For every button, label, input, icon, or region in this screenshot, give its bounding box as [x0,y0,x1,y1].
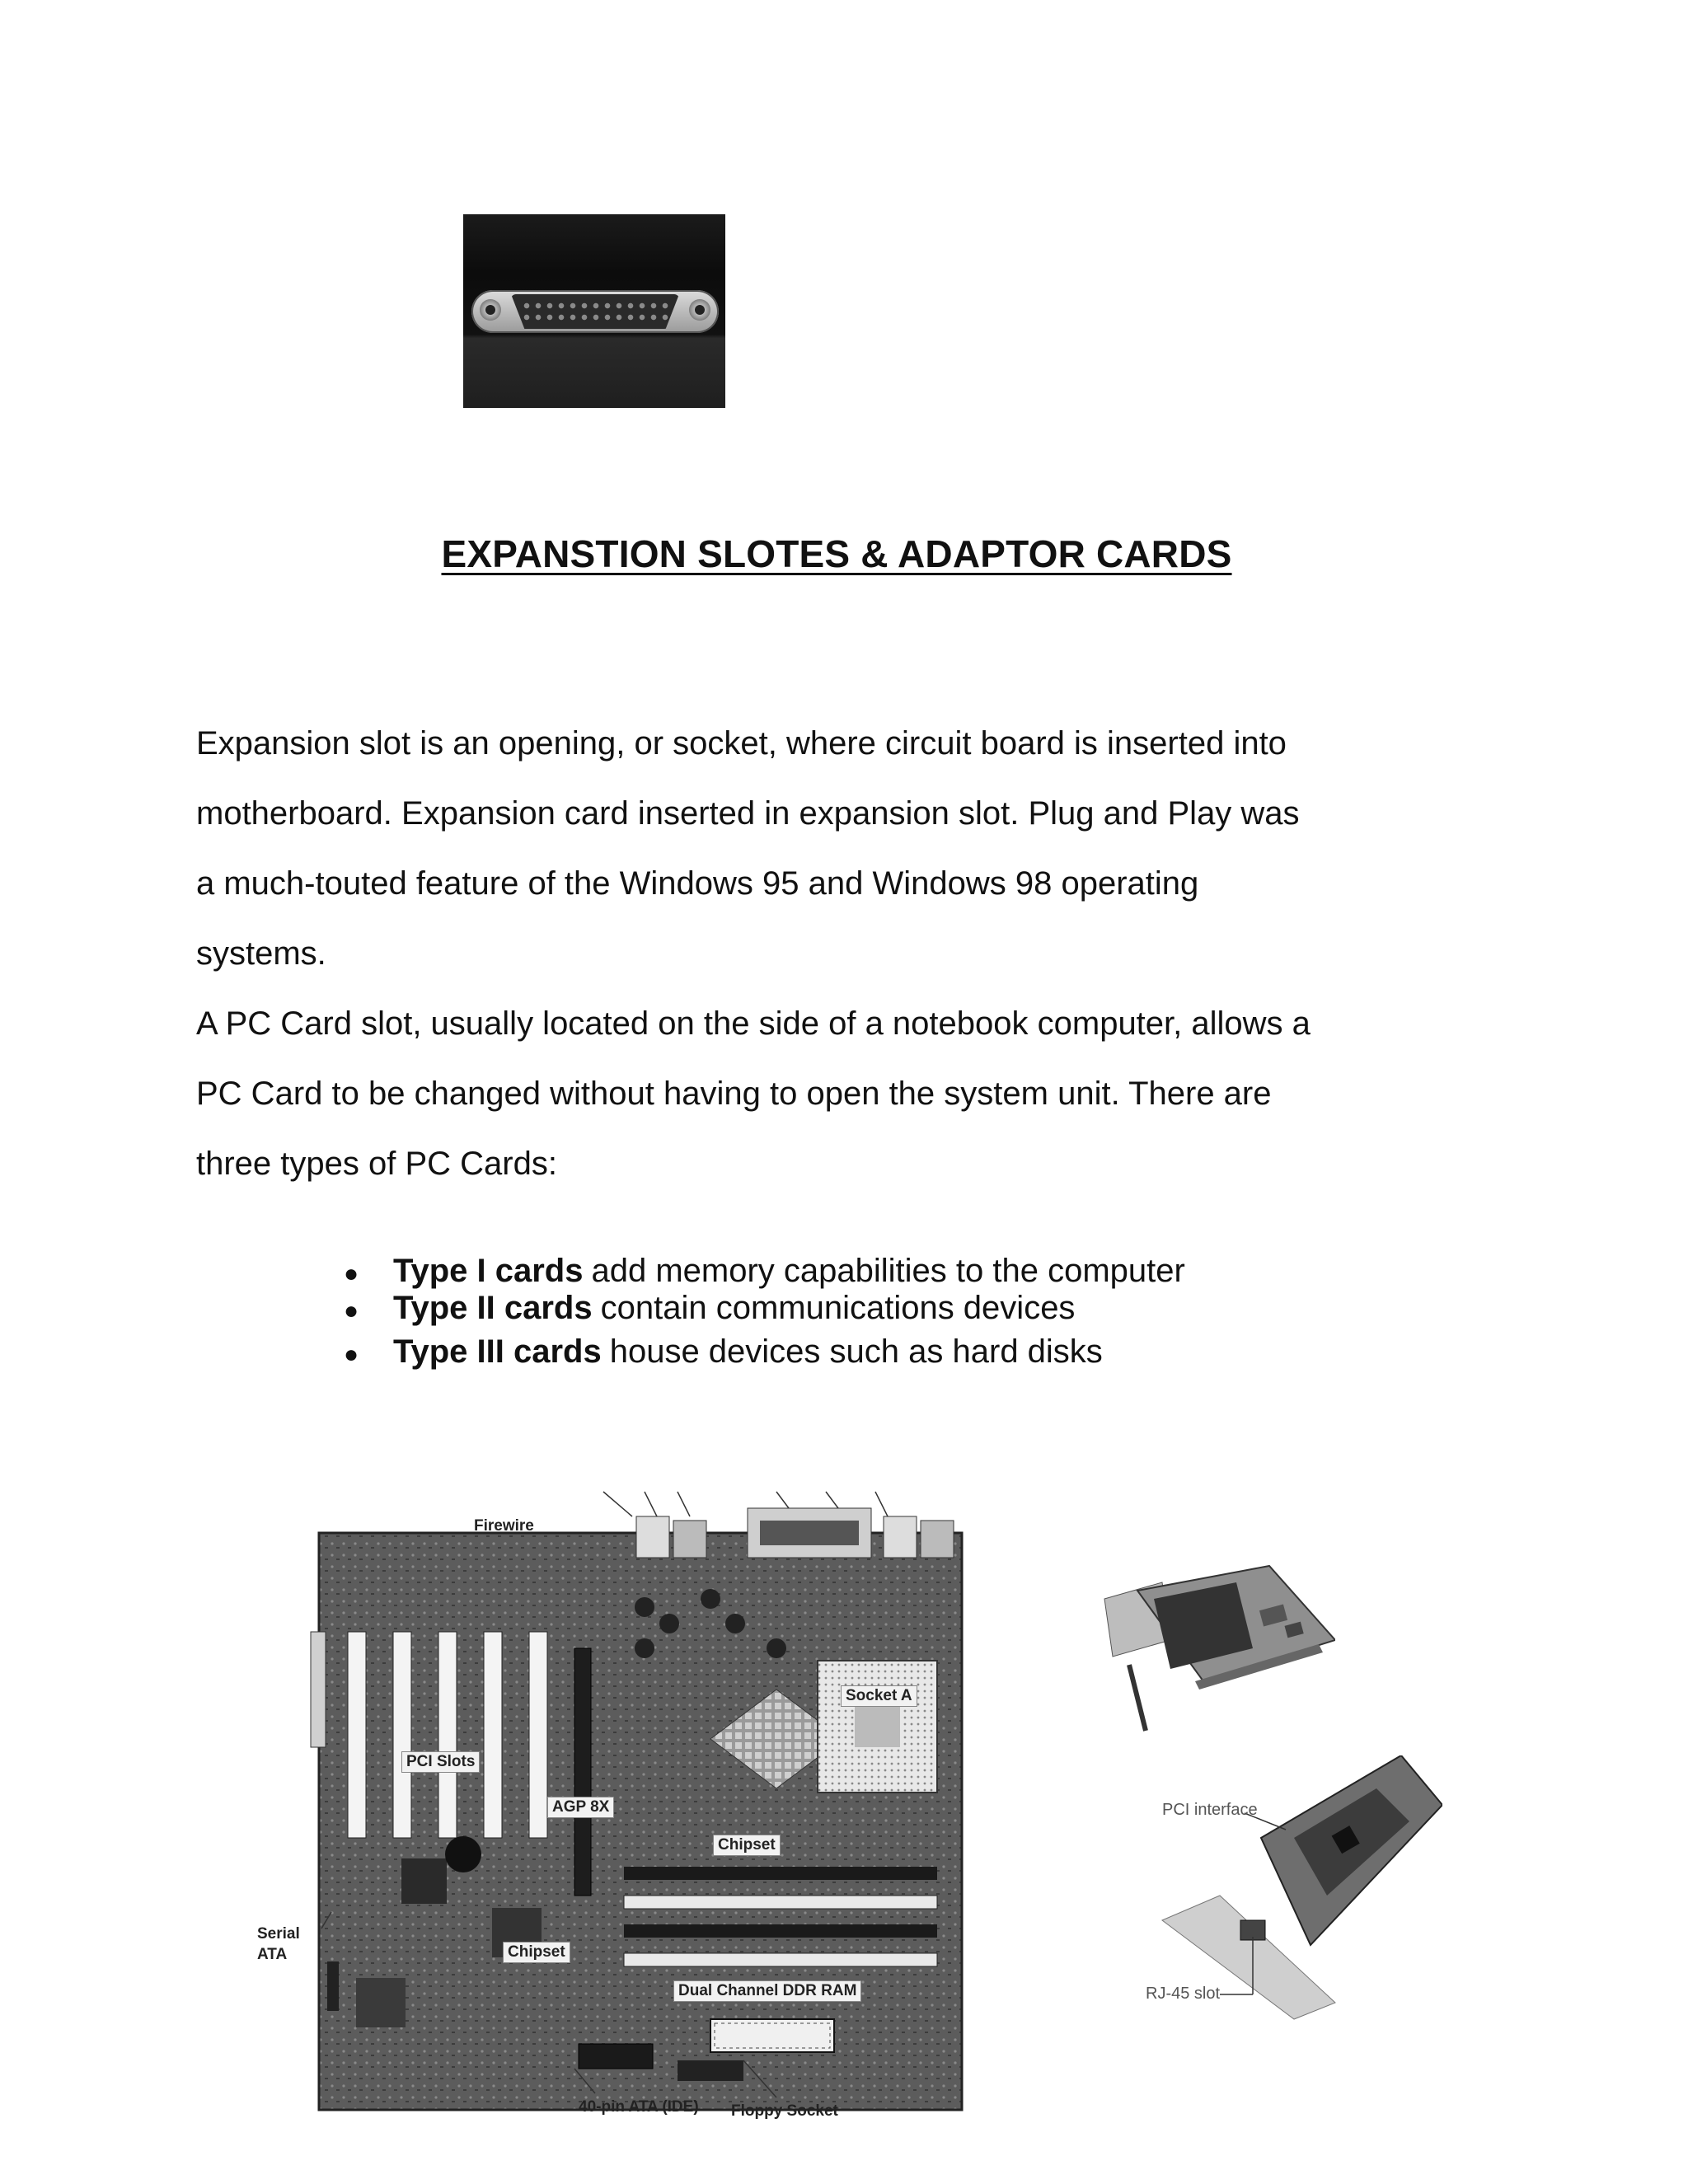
db25-connector [471,290,719,333]
paragraph-pc-card [196,989,1482,1199]
motherboard-diagram [249,1483,966,2126]
label-socket-a: Socket A [841,1685,917,1707]
list-item-text: house devices such as hard disks [609,1333,1103,1370]
text-line: a much-touted feature of the Windows 95 and Windows 98 operating [196,865,1199,902]
label-ddr-ram: Dual Channel DDR RAM [673,1980,861,2002]
label-serial-ata-1: Serial [257,1925,300,1943]
text-line: motherboard. Expansion card inserted in expansion slot. Plug and Play was [196,795,1300,832]
text-line: PC Card to be changed without having to open the system unit. There are [196,1076,1272,1112]
list-item [342,1331,1414,1372]
label-floppy: Floppy Socket [731,2102,838,2120]
text-line: three types of PC Cards: [196,1146,557,1182]
paragraph-expansion-slot [196,709,1482,989]
list-item-text: contain communications devices [600,1290,1076,1326]
list-item-term: Type I cards [393,1253,584,1289]
pc-card-adapter-image [1088,1549,1335,1739]
pc-card-types-list [342,1250,1414,1372]
bullet-icon: ● [344,1260,359,1287]
list-item-text: add memory capabilities to the computer [591,1253,1185,1289]
page-heading: EXPANSTION SLOTES & ADAPTOR CARDS [441,532,1232,575]
bullet-icon: ● [344,1297,359,1324]
text-line: systems. [196,935,326,972]
list-item-term: Type II cards [393,1290,593,1326]
label-firewire: Firewire [474,1517,534,1535]
label-pci-interface: PCI interface [1162,1801,1258,1819]
label-chipset-north: Chipset [713,1835,781,1856]
label-rj45: RJ-45 slot [1146,1985,1221,2003]
list-item [342,1291,1414,1331]
label-serial-ata-2: ATA [257,1946,288,1963]
label-chipset-south: Chipset [503,1942,570,1963]
pci-network-card-image [1146,1755,1442,2027]
text-line: Expansion slot is an opening, or socket, where circuit board is inserted into [196,725,1287,762]
text-line: A PC Card slot, usually located on the side of a notebook computer, allows a [196,1005,1311,1042]
label-pci-slots: PCI Slots [401,1751,480,1773]
label-agp: AGP 8X [547,1797,614,1818]
serial-port-photo [463,214,725,408]
label-ide: 40-pin ATA (IDE) [579,2098,699,2116]
list-item-term: Type III cards [393,1333,602,1370]
bullet-icon: ● [344,1341,359,1368]
list-item [342,1250,1414,1291]
